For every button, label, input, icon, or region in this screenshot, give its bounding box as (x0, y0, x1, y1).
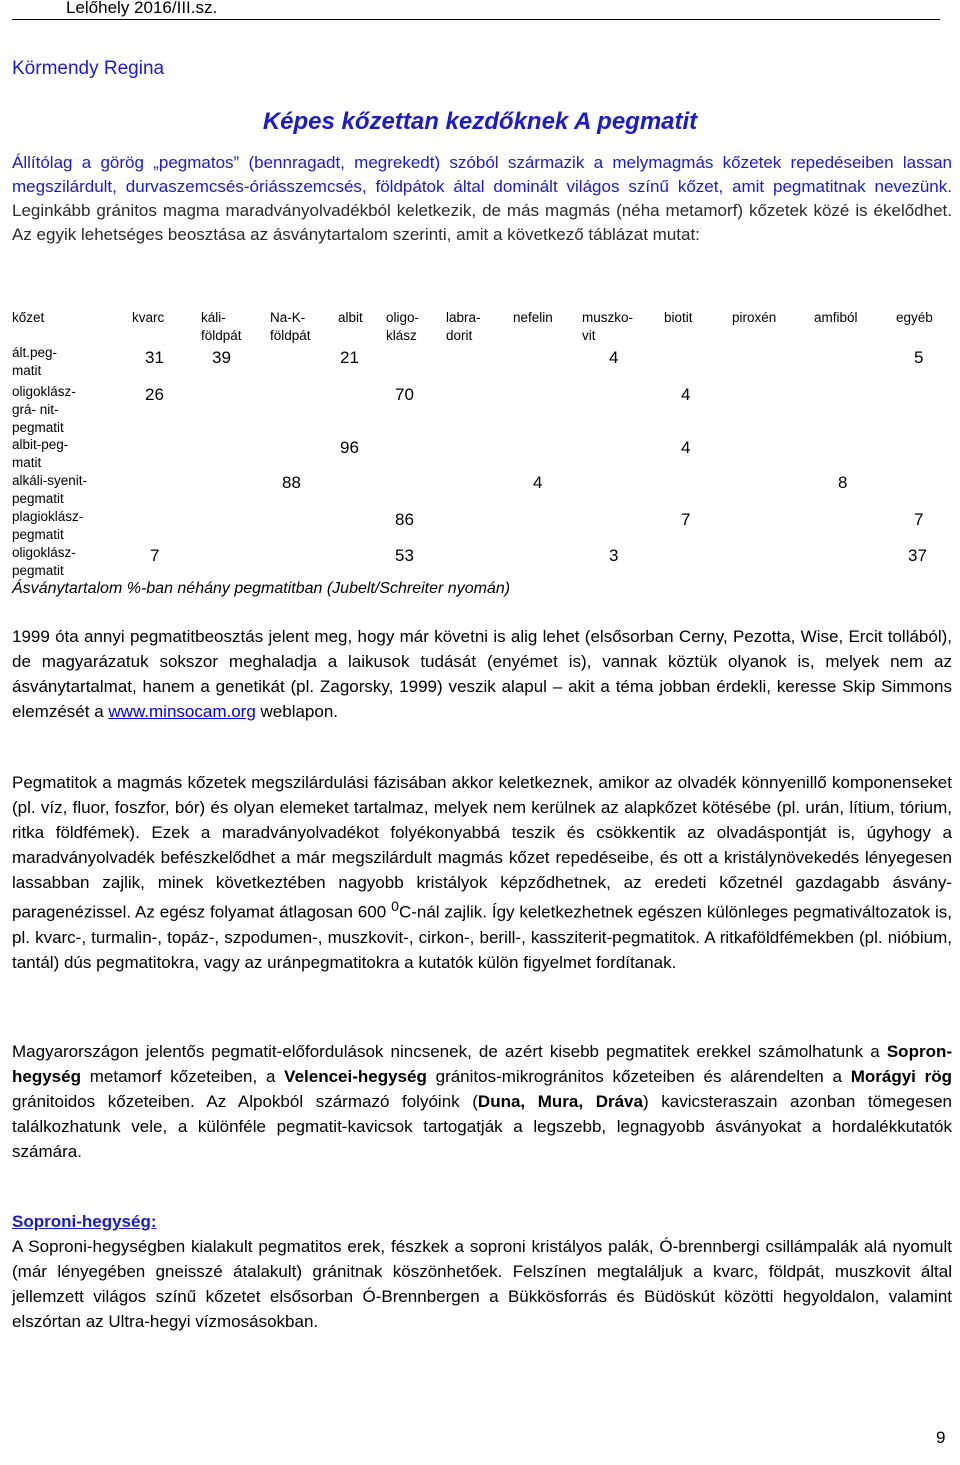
p3-bold-moragyi: Morágyi rög (850, 1067, 953, 1086)
header-biotit: biotit (664, 310, 693, 325)
mineral-table (0, 0, 960, 600)
article-title: Képes kőzettan kezdőknek A pegmatit (262, 108, 698, 135)
header-musz-1: muszko- (582, 310, 634, 325)
row-label: pegmatit (12, 527, 64, 542)
p3-text-2: metamorf kőzeteiben, a (89, 1067, 276, 1086)
p3-text-3: gránitos-mikrogránitos kőzeteiben és alárendelten a (435, 1067, 842, 1086)
row-label: matit (12, 363, 42, 378)
section-title: Soproni-hegység: (12, 1212, 157, 1231)
table-cell: 4 (609, 348, 619, 367)
table-cell: 53 (395, 546, 414, 565)
p3-text-1: Magyarországon jelentős pegmatit-előfordulások nincsenek, de azért kisebb pegmatitek erekkel számolhatunk a (12, 1042, 880, 1061)
minsocam-link[interactable]: www.minsocam.org (108, 702, 256, 721)
p3-text-4: gránitoidos kőzeteiben. Az Alpokból származó folyóink ( (12, 1092, 478, 1111)
p3-bold-sopron: Sopron-hegység (12, 1042, 952, 1086)
header-nak-2: földpát (270, 328, 311, 343)
row-label: alkáli-syenit- (12, 473, 88, 488)
header-kvarc: kvarc (132, 310, 165, 325)
table-cell: 8 (838, 473, 848, 492)
table-cell: 3 (609, 546, 619, 565)
p1-text: 1999 óta annyi pegmatitbeosztás jelent meg, hogy már követni is alig lehet (elsősorban Cerny, Pezotta, Wise, Ercit tollából), de magyarázatuk sokszor meghaladja a laikusok tudását (enyémet is), vannak köztük olyanok is, melyek nem az ásványtartalmat, hanem a genetikát (pl. Zagorsky, 1999) veszik alapul – akit a téma jobban érdekli, keresse Skip Simmons elemzését a (12, 627, 952, 721)
p3-text-5: ) kavicsteraszain azonban tömegesen találkozhatunk vele, a különféle pegmatit-kavicsok tartogatják a legszebb, legnagyobb ásványokat a hordalékkutatók számára. (12, 1092, 953, 1161)
table-cell: 26 (145, 385, 164, 404)
table-cell: 88 (282, 473, 301, 492)
header-nak-1: Na-K- (270, 310, 306, 325)
row-label: matit (12, 455, 42, 470)
paragraph-1 (12, 624, 952, 724)
row-label: oligoklász- (12, 384, 76, 399)
page-number: 9 (936, 1428, 946, 1447)
header-labra-2: dorit (446, 328, 473, 343)
table-cell: 4 (533, 473, 543, 492)
p3-bold-rivers: Duna, Mura, Dráva (477, 1092, 643, 1111)
table-cell: 86 (395, 510, 414, 529)
row-label: grá- nit- (12, 402, 59, 417)
table-cell: 7 (681, 510, 691, 529)
header-albit: albit (338, 310, 363, 325)
header-kali-1: káli- (201, 310, 226, 325)
header-amfibol: amfiból (814, 310, 858, 325)
section-soproni (12, 1209, 952, 1334)
author: Körmendy Regina (12, 58, 165, 79)
row-label: pegmatit (12, 563, 64, 578)
p2-text-2: C-nál zajlik. Így keletkezhetnek egészen különleges pegmativáltozatok is, pl. kvarc-, turmalin-, topáz-, szpodumen-, muszkovit-, cirkon-, berill-, kassziterit-pegmatitok. A ritkaföldfémekben (pl. nióbium, tantál) dús pegmatitokra, vagy az uránpegmatitokra a kutatók külön figyelmet fordítanak. (12, 902, 952, 972)
table-cell: 4 (681, 385, 691, 404)
p2-text: Pegmatitok a magmás kőzetek megszilárdulási fázisában akkor keletkeznek, amikor az olvadék könnyenillő komponenseket (pl. víz, fluor, foszfor, bór) és olyan elemeket tartalmaz, melyek nem kerülnek az alapkőzet kötésébe (pl. urán, lítium, tórium, ritka földfémek). Ezek a maradványolvadékot folyékonyabbá teszik és csökkentik az olvadáspontját is, úgyhogy a maradványolvadék befészkelődhet a már megszilárdult magmás kőzet repedéseibe, és ott a kristálynövekedés lényegesen lassabban zajlik, minek következtében nagyobb kristályok képződhetnek, az eredeti kőzetnél gazdagabb ásvány-paragenézissel. Az egész folyamat átlagosan 600 (12, 773, 952, 922)
table-cell: 37 (908, 546, 927, 565)
header-egyeb: egyéb (896, 310, 933, 325)
row-label: pegmatit (12, 420, 64, 435)
paragraph-2 (12, 770, 952, 975)
header-nefelin: nefelin (513, 310, 553, 325)
header-musz-2: vit (582, 328, 596, 343)
header-text: Lelőhely 2016/III.sz. (66, 0, 218, 17)
p1-after-link: weblapon. (260, 702, 339, 721)
p3-bold-velencei: Velencei-hegység (284, 1067, 427, 1086)
header-kali-2: földpát (201, 328, 242, 343)
table-caption: Ásványtartalom %-ban néhány pegmatitban (Jubelt/Schreiter nyomán) (12, 580, 511, 597)
table-cell: 4 (681, 438, 691, 457)
table-cell: 70 (395, 385, 414, 404)
table-cell: 7 (150, 546, 160, 565)
paragraph-3 (12, 1039, 952, 1164)
table-cell: 21 (340, 348, 359, 367)
row-label: oligoklász- (12, 545, 76, 560)
table-cell: 5 (914, 348, 924, 367)
section-text: A Soproni-hegységben kialakult pegmatitos erek, fészkek a soproni kristályos palák, Ó-brennbergi csillámpalák alá nyomult (már lényegében gneisszé átalakult) gránitnak köszönhetőek. Felszínen megtaláljuk a kvarc, földpát, muszkovit által jellemzett világos színű kőzetet elsősorban Ó-Brennbergen a Bükkösforrás és Büdöskút közötti hegyoldalon, valamint elszórtan az Ultra-hegyi vízmosásokban. (12, 1237, 952, 1331)
row-label: albit-peg- (12, 437, 69, 452)
intro-part-1: Állítólag a görög „pegmatos” (bennragadt, megrekedt) szóból származik a melymagmás kőzetek repedéseiben lassan megszilárdult, durvaszemcsés-óriásszemcsés, földpátok által dominált világos színű kőzet, amit pegmatitnak nevezünk. (12, 153, 952, 196)
table-cell: 39 (212, 348, 231, 367)
header-oligo-2: klász (386, 328, 417, 343)
row-label: ált.peg- (12, 345, 58, 360)
header-labra-1: labra- (446, 310, 481, 325)
degree-sup: 0 (391, 899, 399, 915)
row-label: pegmatit (12, 491, 64, 506)
header-oligo-1: oligo- (386, 310, 420, 325)
header-kozet: kőzet (12, 310, 45, 325)
table-cell: 96 (340, 438, 359, 457)
table-cell: 31 (145, 348, 164, 367)
row-label: plagioklász- (12, 509, 84, 524)
table-cell: 7 (914, 510, 924, 529)
header-piroxen: piroxén (732, 310, 777, 325)
intro-part-2: Leginkább gránitos magma maradványolvadékból keletkezik, de más magmás (néha metamorf) kőzetek közé is ékelődhet. Az egyik lehetséges beosztása az ásványtartalom szerinti, amit a következő táblázat mutat: (12, 201, 952, 244)
